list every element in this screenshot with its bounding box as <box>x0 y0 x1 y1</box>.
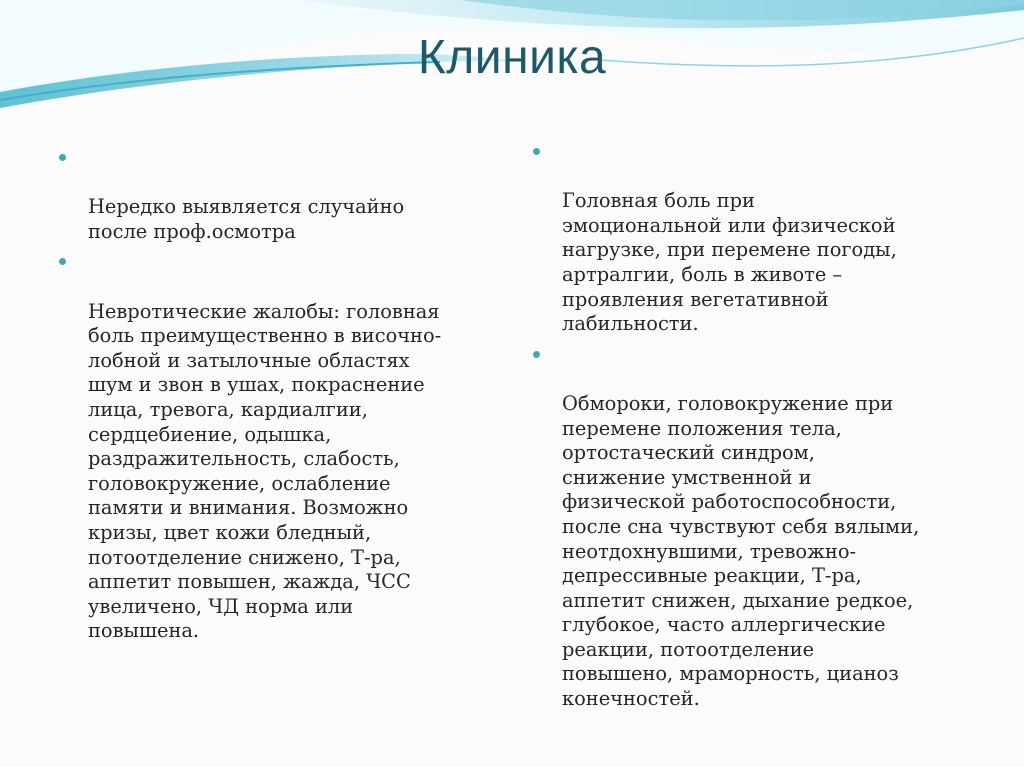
bullet-icon <box>59 154 66 161</box>
list-item <box>562 343 982 712</box>
bullet-icon <box>59 258 66 265</box>
list-item-text: Обмороки, головокружение при перемене положения тела, ортостачеcкий синдром, снижение умственной и физической работоспособности, после сна чувствуют себя вялыми, неотдохнувшими, тревожно- депрессивные реакции, Т-ра, аппетит снижен, дыхание редкое, глубокое, часто аллергические реакции, потоотделение повышено, мраморность, цианоз конечностей. <box>562 391 920 711</box>
right-bullet-list <box>562 140 982 718</box>
bullet-icon <box>533 148 540 155</box>
list-item <box>88 250 488 644</box>
left-bullet-list <box>88 146 488 650</box>
list-item-text: Нередко выявляется случайно после проф.осмотра <box>88 195 405 243</box>
slide-title: Клиника <box>417 31 607 84</box>
list-item-text: Невротические жалобы: головная боль преимущественно в височно- лобной и затылочные областях шум и звон в ушах, покраснение лица, тревога, кардиалгии, сердцебиение, одышка, раздражительность, слабость, головокружение, ослабление памяти и внимания. Возможно кризы, цвет кожи бледный, потоотделение снижено, Т-ра, аппетит повышен, жажда, ЧСС увеличено, ЧД норма или повышена. <box>88 299 442 643</box>
list-item <box>562 140 982 337</box>
bullet-icon <box>533 351 540 358</box>
list-item-text: Головная боль при эмоциональной или физической нагрузке, при перемене погоды, артралгии, боль в животе – проявления вегетативной лабильности. <box>562 189 897 336</box>
list-item <box>88 146 488 244</box>
